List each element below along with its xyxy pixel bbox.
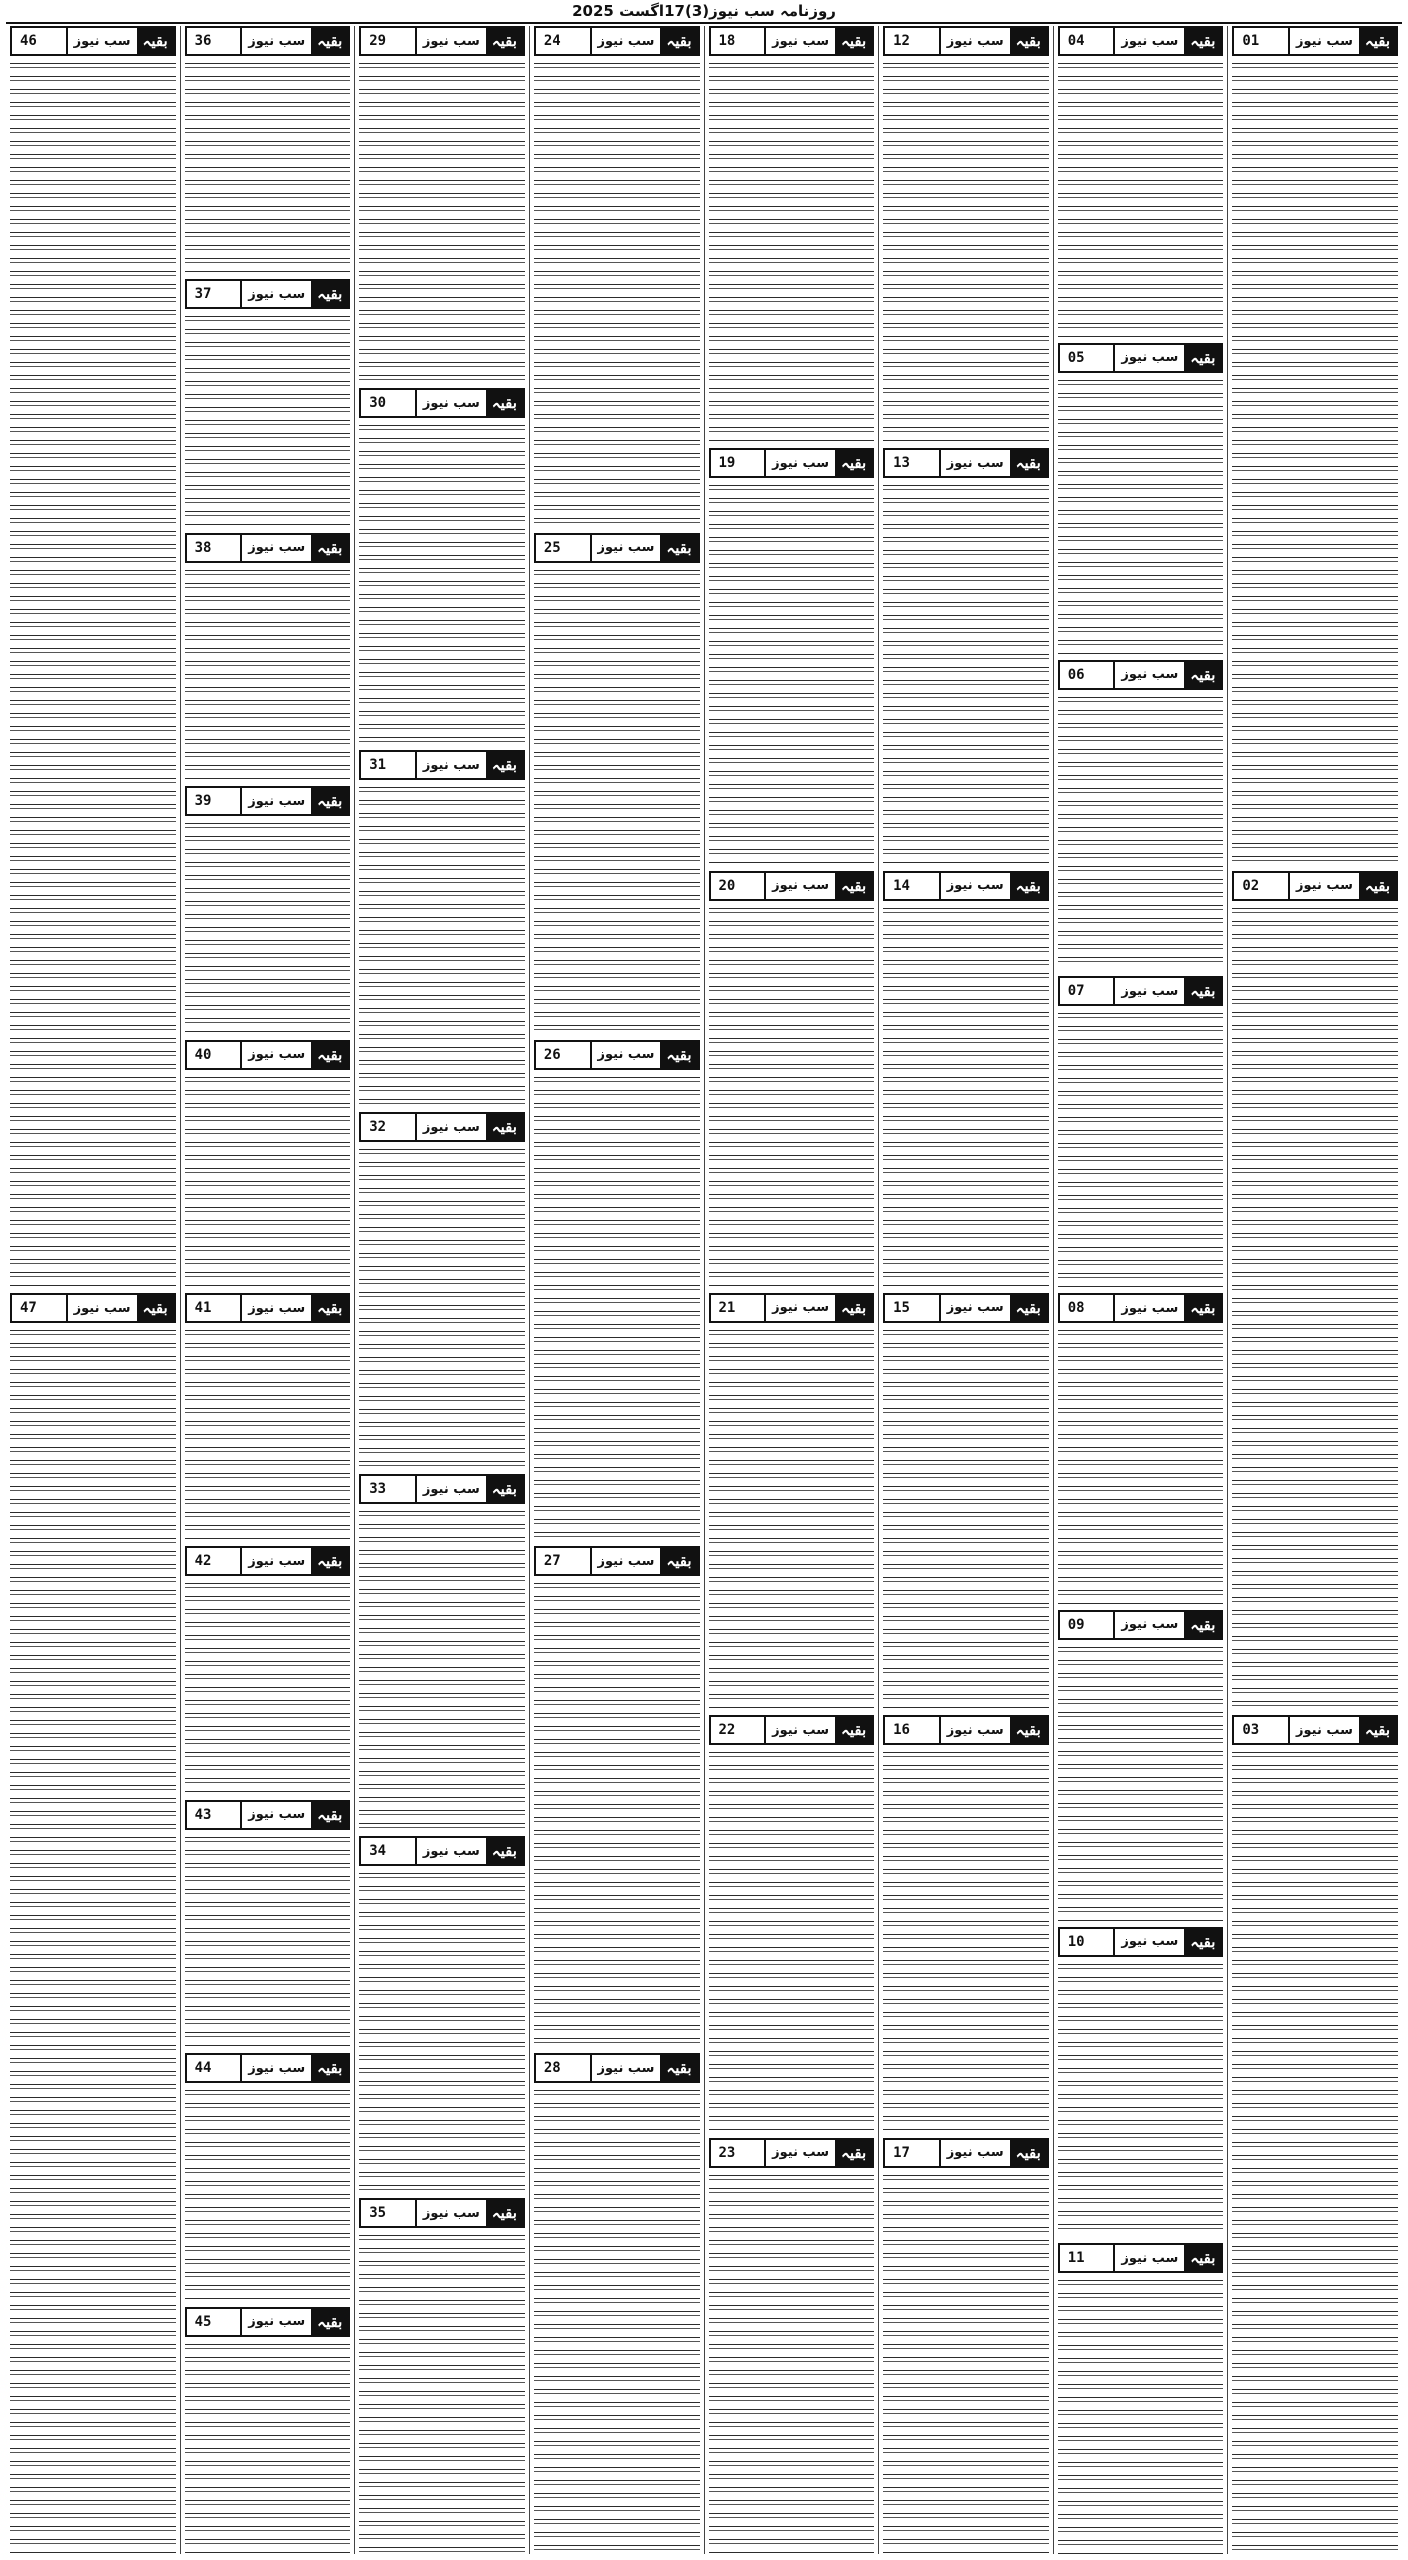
continuation-source: سب نیوز — [415, 390, 486, 416]
continuation-number: 17 — [893, 2144, 910, 2161]
article-text-lines — [185, 59, 351, 273]
continuation-source: سب نیوز — [240, 788, 311, 814]
masthead-title: روزنامہ سب نیوز(3)17اگست 2025 — [572, 2, 836, 20]
continuation-tag: بقیہ — [660, 535, 697, 561]
continuation-block — [185, 2053, 351, 2300]
continuation-source: سب نیوز — [66, 1295, 137, 1321]
article-text-lines — [359, 783, 525, 1106]
article-text-lines — [534, 1073, 700, 1541]
continuation-source: سب نیوز — [240, 1548, 311, 1574]
continuation-block — [185, 26, 351, 273]
continuation-header — [1232, 871, 1398, 901]
continuation-number: 04 — [1067, 33, 1085, 49]
continuation-header — [185, 2053, 351, 2083]
continuation-number: 25 — [543, 539, 561, 556]
continuation-source: سب نیوز — [415, 1838, 486, 1864]
continuation-number: 23 — [718, 2144, 736, 2161]
continuation-number: 02 — [1242, 877, 1260, 894]
continuation-header — [1058, 976, 1224, 1006]
continuation-header — [185, 1546, 351, 1576]
continuation-block — [1058, 343, 1224, 654]
continuation-tag: بقیہ — [1184, 2245, 1221, 2271]
continuation-number: 14 — [893, 877, 910, 894]
article-text-lines — [359, 59, 525, 382]
continuation-header — [1058, 26, 1224, 56]
continuation-number: 01 — [1242, 33, 1260, 49]
article-text-lines — [883, 2171, 1049, 2554]
continuation-block — [359, 1112, 525, 1468]
continuation-header — [709, 26, 875, 56]
column — [180, 26, 355, 2554]
continuation-block — [534, 1546, 700, 2047]
article-text-lines — [1058, 2276, 1224, 2554]
continuation-tag: بقیہ — [1359, 28, 1396, 54]
continuation-block — [883, 2138, 1049, 2554]
continuation-number: 05 — [1067, 349, 1085, 366]
article-text-lines — [883, 904, 1049, 1287]
continuation-source: سب نیوز — [764, 1717, 835, 1743]
continuation-header — [1058, 343, 1224, 373]
continuation-tag: بقیہ — [1010, 28, 1047, 54]
article-text-lines — [359, 1507, 525, 1830]
continuation-source: سب نیوز — [590, 1548, 661, 1574]
article-text-lines — [1232, 1748, 1398, 2554]
article-text-lines — [883, 1326, 1049, 1709]
continuation-header — [185, 1040, 351, 1070]
continuation-block — [10, 1293, 176, 2554]
continuation-block — [883, 26, 1049, 442]
continuation-source: سب نیوز — [1113, 345, 1184, 371]
continuation-tag: بقیہ — [486, 1838, 523, 1864]
continuation-header — [185, 1800, 351, 1830]
continuation-source: سب نیوز — [1113, 1295, 1184, 1321]
continuation-tag: بقیہ — [835, 28, 872, 54]
continuation-source: سب نیوز — [1113, 662, 1184, 688]
continuation-header — [359, 1474, 525, 1504]
continuation-tag: بقیہ — [486, 28, 523, 54]
continuation-block — [1058, 26, 1224, 337]
continuation-block — [883, 448, 1049, 864]
continuation-header — [534, 2053, 700, 2083]
continuation-source: سب نیوز — [764, 28, 835, 54]
continuation-source: سب نیوز — [590, 535, 661, 561]
column — [1053, 26, 1228, 2554]
continuation-tag: بقیہ — [835, 450, 872, 476]
continuation-source: سب نیوز — [240, 281, 311, 307]
article-text-lines — [1058, 1643, 1224, 1921]
continuation-tag: بقیہ — [486, 2200, 523, 2226]
continuation-number: 26 — [543, 1046, 561, 1063]
continuation-tag: بقیہ — [311, 1042, 348, 1068]
continuation-tag: بقیہ — [660, 1042, 697, 1068]
continuation-source: سب نیوز — [939, 1717, 1010, 1743]
article-text-lines — [185, 2340, 351, 2554]
continuation-tag: بقیہ — [1359, 873, 1396, 899]
continuation-number: 44 — [194, 2060, 212, 2077]
continuation-header — [1058, 1927, 1224, 1957]
continuation-source: سب نیوز — [1288, 28, 1359, 54]
continuation-header — [185, 1293, 351, 1323]
continuation-source: سب نیوز — [939, 2140, 1010, 2166]
article-text-lines — [359, 421, 525, 744]
article-text-lines — [709, 481, 875, 864]
continuation-number: 03 — [1242, 1722, 1260, 1739]
continuation-number: 35 — [369, 2205, 387, 2221]
continuation-source: سب نیوز — [764, 873, 835, 899]
article-text-lines — [883, 59, 1049, 442]
continuation-header — [1058, 2243, 1224, 2273]
continuation-block — [534, 533, 700, 1034]
continuation-tag: بقیہ — [1010, 450, 1047, 476]
continuation-tag: بقیہ — [137, 28, 174, 54]
continuation-number: 39 — [194, 793, 212, 810]
continuation-header — [883, 871, 1049, 901]
column — [354, 26, 529, 2554]
continuation-tag: بقیہ — [311, 2055, 348, 2081]
continuation-block — [185, 1546, 351, 1793]
continuation-source: سب نیوز — [590, 1042, 661, 1068]
continuation-block — [1232, 26, 1398, 865]
article-text-lines — [1232, 59, 1398, 865]
continuation-tag: بقیہ — [311, 281, 348, 307]
article-text-lines — [1058, 1326, 1224, 1604]
continuation-header — [359, 2198, 525, 2228]
column — [529, 26, 704, 2554]
article-text-lines — [1058, 59, 1224, 337]
continuation-block — [185, 1800, 351, 2047]
continuation-number: 11 — [1067, 2250, 1085, 2267]
column — [878, 26, 1053, 2554]
article-text-lines — [185, 312, 351, 526]
article-text-lines — [10, 59, 176, 1287]
article-text-lines — [359, 1869, 525, 2192]
continuation-block — [359, 26, 525, 382]
continuation-tag: بقیہ — [311, 2309, 348, 2335]
continuation-block — [1058, 2243, 1224, 2554]
continuation-number: 34 — [369, 1843, 387, 1859]
continuation-header — [10, 1293, 176, 1323]
continuation-tag: بقیہ — [311, 1295, 348, 1321]
continuation-tag: بقیہ — [660, 2055, 697, 2081]
continuation-tag: بقیہ — [1010, 1717, 1047, 1743]
continuation-source: سب نیوز — [1113, 2245, 1184, 2271]
continuation-number: 30 — [369, 395, 387, 411]
article-text-lines — [185, 1326, 351, 1540]
continuation-block — [1232, 871, 1398, 1710]
column — [704, 26, 879, 2554]
article-text-lines — [185, 1073, 351, 1287]
continuation-number: 32 — [369, 1119, 387, 1135]
continuation-block — [883, 1293, 1049, 1709]
continuation-number: 46 — [20, 33, 37, 49]
continuation-source: سب نیوز — [240, 1802, 311, 1828]
article-text-lines — [534, 1579, 700, 2047]
continuation-source: سب نیوز — [240, 28, 311, 54]
continuation-number: 27 — [543, 1553, 561, 1570]
continuation-source: سب نیوز — [1113, 978, 1184, 1004]
continuation-number: 24 — [543, 33, 561, 49]
article-text-lines — [1058, 1009, 1224, 1287]
continuation-source: سب نیوز — [939, 1295, 1010, 1321]
continuation-number: 28 — [543, 2060, 561, 2077]
continuation-block — [359, 1836, 525, 2192]
continuation-block — [883, 1715, 1049, 2131]
continuation-block — [359, 2198, 525, 2554]
article-text-lines — [534, 59, 700, 527]
continuation-header — [1058, 660, 1224, 690]
article-text-lines — [185, 1579, 351, 1793]
continuation-source: سب نیوز — [764, 450, 835, 476]
article-text-lines — [1058, 1960, 1224, 2238]
continuation-source: سب نیوز — [939, 450, 1010, 476]
article-text-lines — [709, 2171, 875, 2554]
continuation-header — [534, 26, 700, 56]
continuation-tag: بقیہ — [1184, 28, 1221, 54]
continuation-tag: بقیہ — [1184, 1929, 1221, 1955]
continuation-number: 13 — [893, 455, 910, 472]
continuation-block — [359, 750, 525, 1106]
continuation-tag: بقیہ — [835, 2140, 872, 2166]
continuation-header — [185, 279, 351, 309]
continuation-header — [359, 1836, 525, 1866]
continuation-block — [185, 1040, 351, 1287]
continuation-block — [1058, 1610, 1224, 1921]
continuation-tag: بقیہ — [311, 535, 348, 561]
continuation-number: 29 — [369, 33, 387, 49]
continuation-source: سب نیوز — [590, 28, 661, 54]
continuation-tag: بقیہ — [311, 28, 348, 54]
article-text-lines — [185, 2086, 351, 2300]
article-text-lines — [709, 904, 875, 1287]
continuation-block — [1232, 1715, 1398, 2554]
article-text-lines — [709, 1748, 875, 2131]
continuation-source: سب نیوز — [415, 2200, 486, 2226]
continuation-source: سب نیوز — [66, 28, 137, 54]
continuation-tag: بقیہ — [660, 1548, 697, 1574]
article-text-lines — [883, 1748, 1049, 2131]
continuation-header — [359, 750, 525, 780]
column — [1227, 26, 1402, 2554]
continuation-number: 38 — [194, 539, 212, 556]
article-text-lines — [709, 59, 875, 442]
article-text-lines — [185, 819, 351, 1033]
continuation-tag: بقیہ — [1010, 1295, 1047, 1321]
continuation-block — [709, 1293, 875, 1709]
continuation-block — [709, 1715, 875, 2131]
continuation-tag: بقیہ — [1184, 1295, 1221, 1321]
continuation-source: سب نیوز — [939, 873, 1010, 899]
continuation-block — [534, 1040, 700, 1541]
continuation-number: 42 — [194, 1553, 212, 1570]
continuation-number: 16 — [893, 1722, 910, 1739]
continuation-number: 31 — [369, 757, 387, 773]
continuation-source: سب نیوز — [1113, 1929, 1184, 1955]
continuation-block — [185, 1293, 351, 1540]
continuation-block — [10, 26, 176, 1287]
continuation-block — [359, 1474, 525, 1830]
continuation-header — [1058, 1293, 1224, 1323]
continuation-source: سب نیوز — [1113, 1612, 1184, 1638]
continuation-source: سب نیوز — [764, 1295, 835, 1321]
continuation-header — [709, 1293, 875, 1323]
continuation-header — [1232, 26, 1398, 56]
continuation-number: 08 — [1067, 1300, 1085, 1316]
continuation-tag: بقیہ — [1359, 1717, 1396, 1743]
continuation-number: 21 — [718, 1299, 736, 1316]
continuation-block — [709, 2138, 875, 2554]
continuation-header — [185, 26, 351, 56]
continuation-tag: بقیہ — [486, 752, 523, 778]
column — [6, 26, 180, 2554]
continuation-source: سب نیوز — [240, 2055, 311, 2081]
continuation-number: 22 — [718, 1722, 736, 1739]
continuation-number: 12 — [893, 33, 910, 49]
continuation-tag: بقیہ — [835, 1717, 872, 1743]
continuation-source: سب نیوز — [415, 28, 486, 54]
continuation-header — [709, 1715, 875, 1745]
continuation-header — [883, 448, 1049, 478]
article-text-lines — [10, 1326, 176, 2554]
continuation-block — [709, 871, 875, 1287]
continuation-block — [1058, 1293, 1224, 1604]
continuation-tag: بقیہ — [311, 1548, 348, 1574]
continuation-block — [185, 279, 351, 526]
continuation-header — [185, 786, 351, 816]
continuation-source: سب نیوز — [240, 1042, 311, 1068]
continuation-tag: بقیہ — [311, 788, 348, 814]
continuation-source: سب نیوز — [1288, 873, 1359, 899]
continuation-tag: بقیہ — [311, 1802, 348, 1828]
continuation-tag: بقیہ — [660, 28, 697, 54]
article-text-lines — [709, 1326, 875, 1709]
continuation-number: 06 — [1067, 666, 1085, 683]
continuation-header — [359, 388, 525, 418]
masthead — [6, 0, 1402, 24]
continuation-block — [1058, 1927, 1224, 2238]
continuation-number: 40 — [194, 1046, 212, 1063]
continuation-tag: بقیہ — [1184, 662, 1221, 688]
continuation-tag: بقیہ — [137, 1295, 174, 1321]
continuation-block — [185, 786, 351, 1033]
continuation-source: سب نیوز — [1288, 1717, 1359, 1743]
article-text-lines — [1232, 904, 1398, 1710]
continuation-source: سب نیوز — [764, 2140, 835, 2166]
continuation-block — [1058, 660, 1224, 971]
continuation-number: 15 — [893, 1299, 910, 1316]
continuation-header — [883, 1715, 1049, 1745]
article-text-lines — [185, 1833, 351, 2047]
continuation-block — [534, 26, 700, 527]
continuation-header — [1232, 1715, 1398, 1745]
continuation-number: 10 — [1067, 1933, 1085, 1950]
continuation-header — [1058, 1610, 1224, 1640]
continuation-source: سب نیوز — [415, 1114, 486, 1140]
article-text-lines — [1058, 376, 1224, 654]
continuation-source: سب نیوز — [240, 2309, 311, 2335]
continuation-header — [883, 2138, 1049, 2168]
continuation-number: 20 — [718, 877, 736, 894]
continuation-source: سب نیوز — [1113, 28, 1184, 54]
continuation-header — [10, 26, 176, 56]
continuation-header — [709, 448, 875, 478]
continuation-number: 07 — [1067, 983, 1085, 1000]
continuation-header — [534, 1546, 700, 1576]
continuation-header — [185, 533, 351, 563]
continuation-source: سب نیوز — [240, 1295, 311, 1321]
continuation-number: 33 — [369, 1481, 387, 1497]
article-text-lines — [359, 1145, 525, 1468]
continuation-tag: بقیہ — [1010, 873, 1047, 899]
continuation-tag: بقیہ — [1010, 2140, 1047, 2166]
continuation-tag: بقیہ — [1184, 1612, 1221, 1638]
continuation-tag: بقیہ — [835, 873, 872, 899]
article-text-lines — [1058, 693, 1224, 971]
continuation-source: سب نیوز — [415, 1476, 486, 1502]
continuation-header — [709, 871, 875, 901]
continuation-number: 45 — [194, 2313, 212, 2330]
continuation-source: سب نیوز — [240, 535, 311, 561]
continuation-number: 37 — [194, 286, 212, 303]
article-text-lines — [359, 2231, 525, 2554]
continuation-block — [1058, 976, 1224, 1287]
continuation-block — [534, 2053, 700, 2554]
article-text-lines — [534, 566, 700, 1034]
continuation-source: سب نیوز — [590, 2055, 661, 2081]
continuation-header — [185, 2307, 351, 2337]
continuation-header — [883, 1293, 1049, 1323]
continuation-tag: بقیہ — [835, 1295, 872, 1321]
continuation-number: 47 — [20, 1300, 37, 1316]
continuation-block — [709, 26, 875, 442]
continuation-block — [185, 533, 351, 780]
continuation-number: 18 — [718, 33, 736, 49]
continuation-tag: بقیہ — [486, 1114, 523, 1140]
continuation-block — [359, 388, 525, 744]
article-text-lines — [883, 481, 1049, 864]
columns-container — [6, 26, 1402, 2554]
continuation-source: سب نیوز — [939, 28, 1010, 54]
continuation-number: 43 — [194, 1806, 212, 1823]
continuation-tag: بقیہ — [486, 1476, 523, 1502]
continuation-number: 41 — [194, 1300, 212, 1317]
continuation-header — [359, 1112, 525, 1142]
continuation-tag: بقیہ — [486, 390, 523, 416]
continuation-tag: بقیہ — [1184, 978, 1221, 1004]
continuation-header — [534, 1040, 700, 1070]
continuation-header — [534, 533, 700, 563]
continuation-tag: بقیہ — [1184, 345, 1221, 371]
continuation-header — [709, 2138, 875, 2168]
continuation-block — [709, 448, 875, 864]
continuation-number: 19 — [718, 455, 736, 472]
continuation-block — [185, 2307, 351, 2554]
continuation-number: 09 — [1067, 1616, 1085, 1633]
continuation-block — [883, 871, 1049, 1287]
continuation-number: 36 — [194, 33, 212, 49]
article-text-lines — [534, 2086, 700, 2554]
continuation-header — [883, 26, 1049, 56]
continuation-header — [359, 26, 525, 56]
article-text-lines — [185, 566, 351, 780]
continuation-source: سب نیوز — [415, 752, 486, 778]
